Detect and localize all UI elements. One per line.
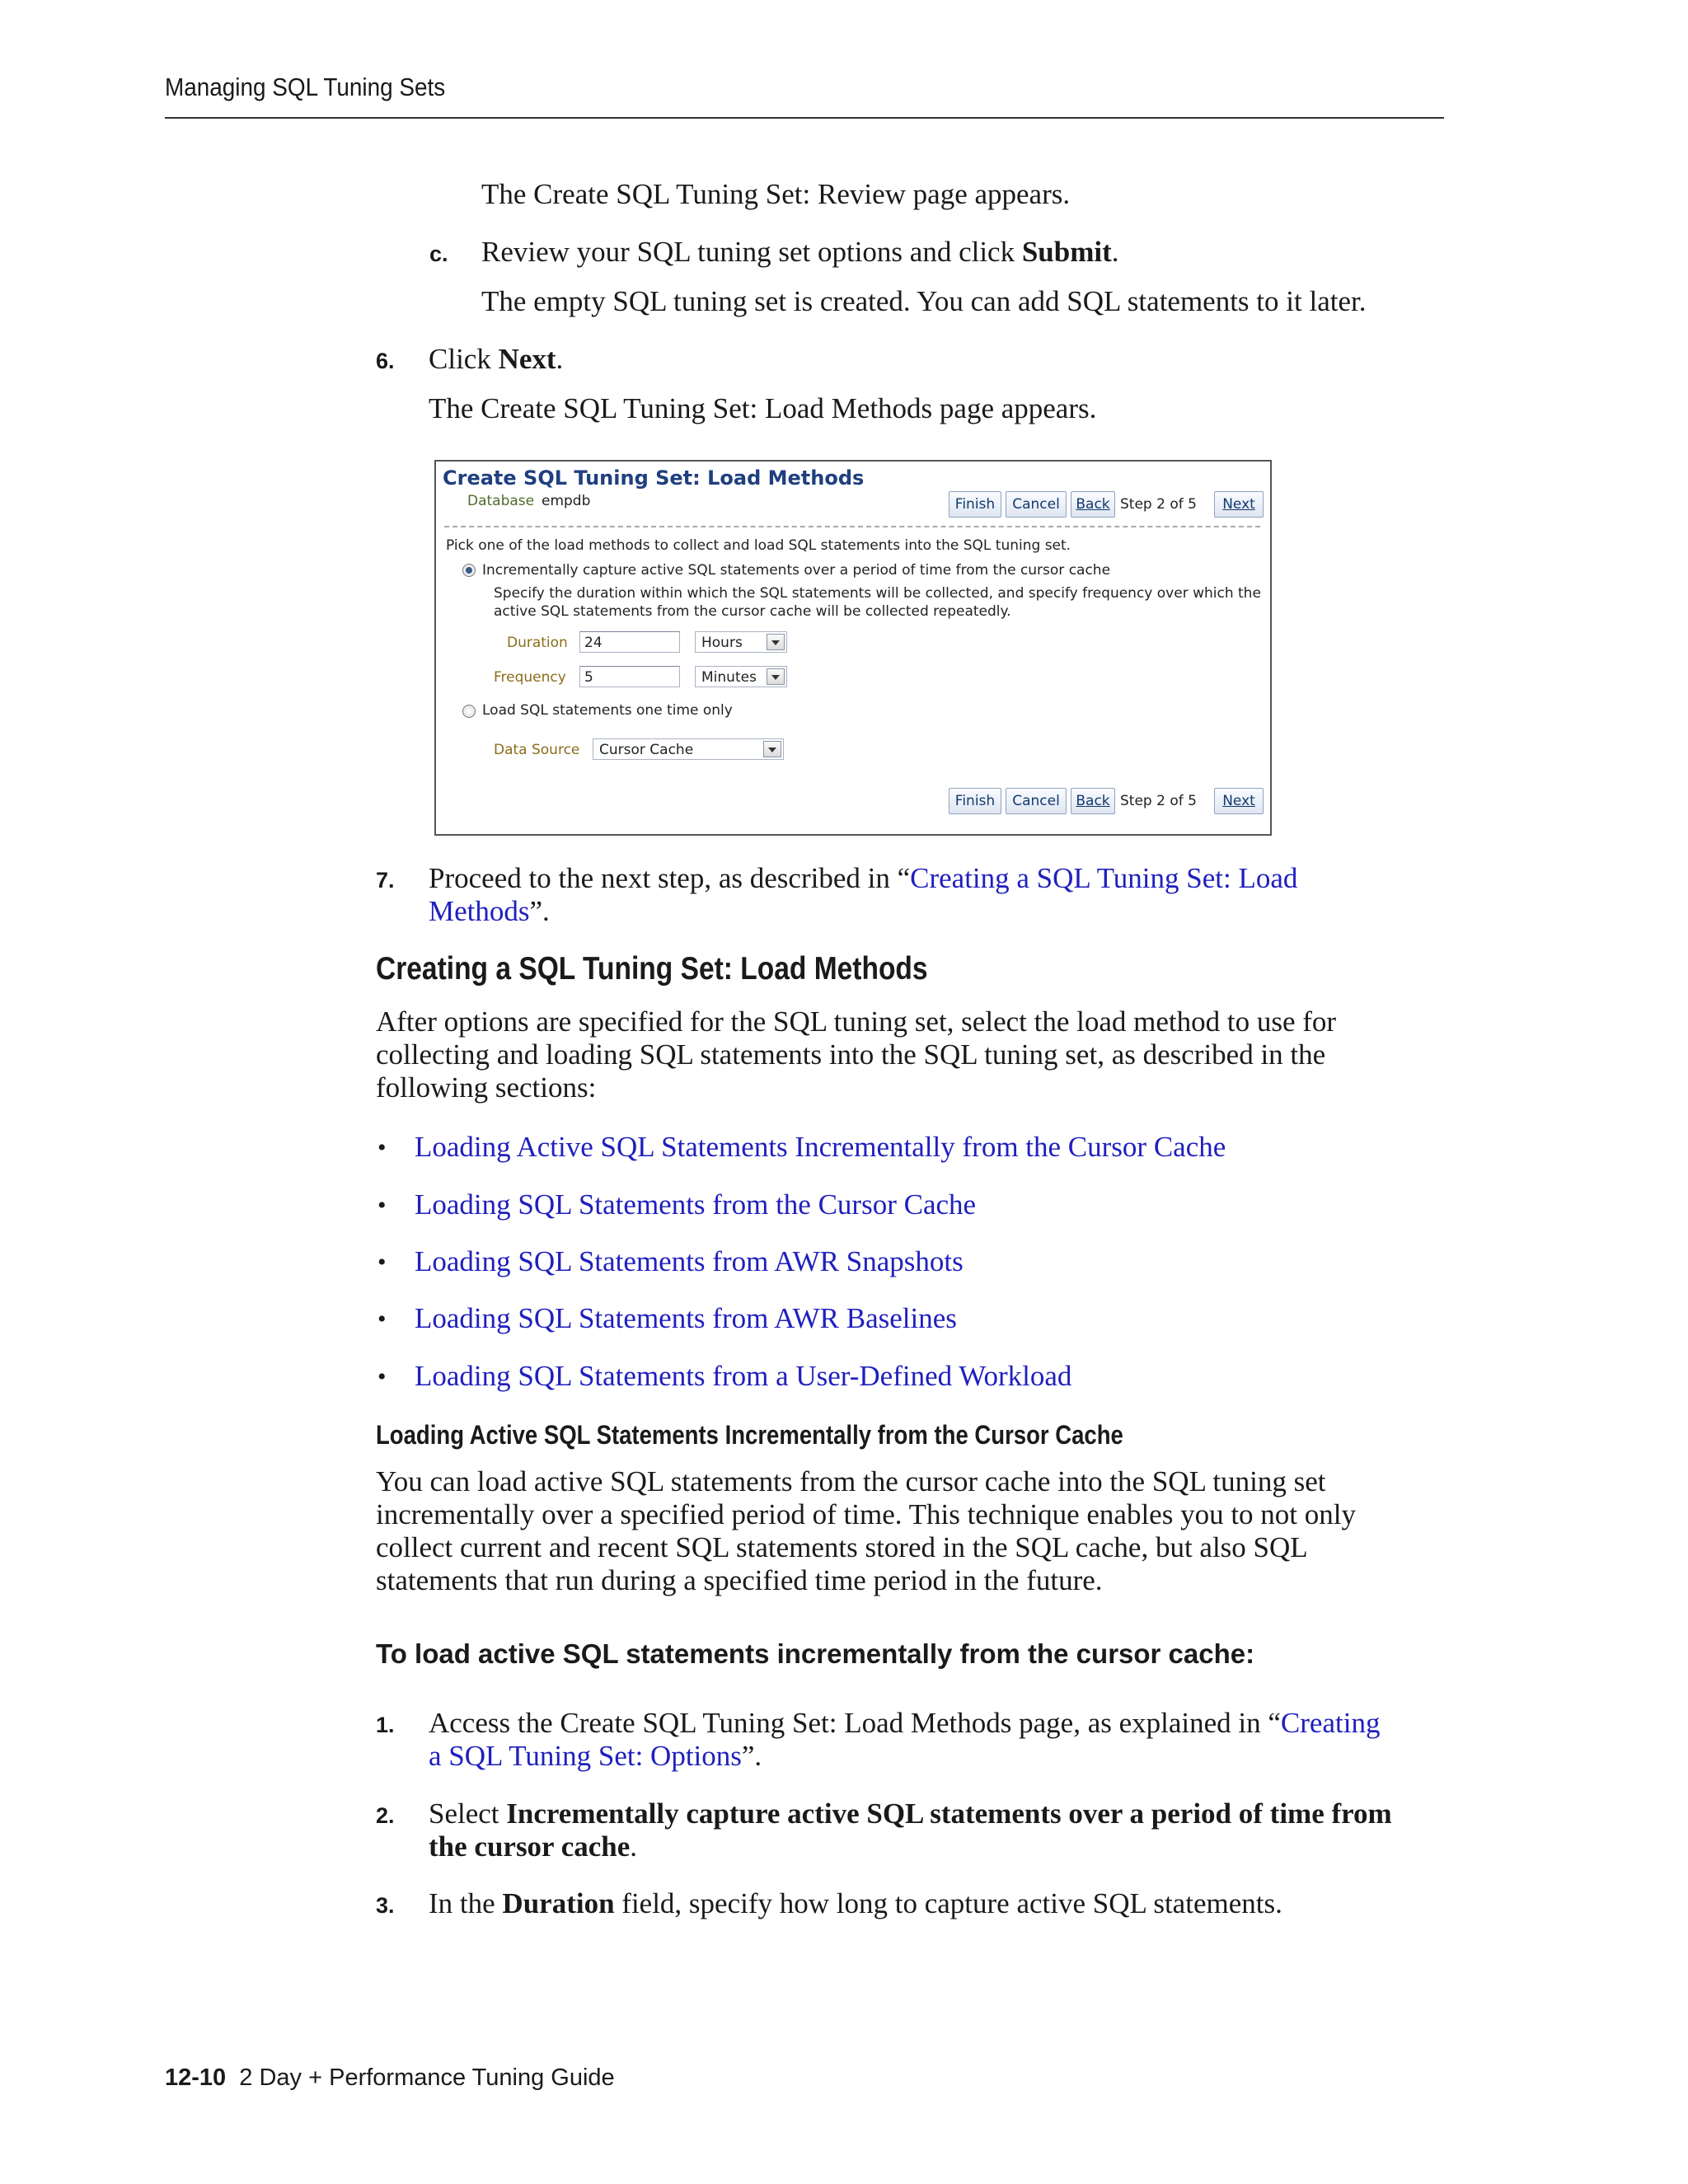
section-heading: Creating a SQL Tuning Set: Load Methods bbox=[376, 951, 928, 987]
link-incremental-cursor-cache[interactable]: Loading Active SQL Statements Incrementally from the Cursor Cache bbox=[415, 1131, 1226, 1163]
proc-step-2-line2 bbox=[429, 1830, 637, 1863]
running-header: Managing SQL Tuning Sets bbox=[165, 73, 446, 101]
duration-unit-value: Hours bbox=[701, 635, 743, 651]
radio-incremental[interactable] bbox=[462, 564, 476, 577]
step-7-pre: Proceed to the next step, as described in “ bbox=[429, 862, 911, 894]
proc-step-3-text bbox=[429, 1887, 1282, 1920]
bullet: • bbox=[377, 1249, 387, 1276]
options-link-b[interactable]: a SQL Tuning Set: Options bbox=[429, 1740, 742, 1772]
section-para-line1: After options are specified for the SQL tuning set, select the load method to use for bbox=[376, 1005, 1337, 1038]
proc-step-1-pre: Access the Create SQL Tuning Set: Load Methods page, as explained in “ bbox=[429, 1707, 1281, 1739]
submit-term: Submit bbox=[1021, 236, 1112, 268]
proc-step-3-pre: In the bbox=[429, 1887, 503, 1919]
bullet: • bbox=[377, 1363, 387, 1390]
proc-step-2-bold-a: Incrementally capture active SQL statements over a period of time from bbox=[506, 1797, 1392, 1830]
step-7-post: ”. bbox=[529, 895, 550, 927]
options-link-a[interactable]: Creating bbox=[1280, 1707, 1381, 1739]
frequency-unit-value: Minutes bbox=[701, 669, 757, 686]
step-6-post: . bbox=[556, 343, 564, 375]
step-7-num: 7. bbox=[376, 868, 395, 893]
option1-desc-line2: active SQL statements from the cursor cache will be collected repeatedly. bbox=[494, 603, 1011, 620]
frequency-unit-select[interactable] bbox=[695, 666, 787, 687]
duration-unit-select[interactable] bbox=[695, 631, 787, 653]
next-button-top[interactable]: Next bbox=[1214, 491, 1264, 518]
cancel-button-top[interactable]: Cancel bbox=[1006, 491, 1067, 518]
proc-step-2-line1 bbox=[429, 1797, 1392, 1830]
next-button-bottom[interactable]: Next bbox=[1214, 788, 1264, 814]
data-source-label: Data Source bbox=[494, 742, 580, 758]
load-methods-link-b[interactable]: Methods bbox=[429, 895, 530, 927]
subsection-para-line1: You can load active SQL statements from the cursor cache into the SQL tuning set bbox=[376, 1465, 1326, 1497]
subsection-para-line4: statements that run during a specified time period in the future. bbox=[376, 1564, 1103, 1596]
radio-incremental-label: Incrementally capture active SQL statements over a period of time from the cursor cache bbox=[482, 562, 1111, 579]
subsection-para-line2: incrementally over a specified period of time. This technique enables you to not only bbox=[376, 1498, 1357, 1530]
finish-button-bottom[interactable]: Finish bbox=[949, 788, 1001, 814]
load-method-prompt: Pick one of the load methods to collect and load SQL statements into the SQL tuning set. bbox=[446, 537, 1071, 554]
bullet: • bbox=[377, 1305, 387, 1333]
proc-step-2-num: 2. bbox=[376, 1803, 395, 1828]
frequency-input[interactable]: 5 bbox=[579, 666, 680, 687]
cancel-button-bottom[interactable]: Cancel bbox=[1006, 788, 1067, 814]
proc-step-1-post: ”. bbox=[741, 1740, 762, 1772]
chevron-down-icon bbox=[767, 634, 785, 650]
data-source-select[interactable] bbox=[593, 738, 784, 760]
step-6-text bbox=[429, 343, 563, 376]
back-button-top[interactable]: Back bbox=[1071, 491, 1115, 518]
screenshot-divider bbox=[444, 526, 1260, 527]
step-c-post: . bbox=[1111, 236, 1119, 268]
step-7-line1 bbox=[429, 862, 1297, 895]
duration-term: Duration bbox=[502, 1887, 615, 1919]
load-methods-link-a[interactable]: Creating a SQL Tuning Set: Load bbox=[910, 862, 1298, 894]
proc-step-3-post: field, specify how long to capture active SQL statements. bbox=[614, 1887, 1282, 1919]
guide-title: 2 Day + Performance Tuning Guide bbox=[239, 2064, 615, 2091]
page-number: 12-10 bbox=[165, 2064, 227, 2091]
subsection-heading: Loading Active SQL Statements Incrementally from the Cursor Cache bbox=[376, 1420, 1123, 1450]
back-button-bottom[interactable]: Back bbox=[1071, 788, 1115, 814]
finish-button-top[interactable]: Finish bbox=[949, 491, 1001, 518]
load-methods-screenshot bbox=[434, 460, 1272, 836]
link-awr-baselines[interactable]: Loading SQL Statements from AWR Baselines bbox=[415, 1302, 957, 1334]
proc-step-2-bold-b: the cursor cache bbox=[429, 1830, 631, 1863]
header-rule bbox=[165, 117, 1444, 119]
step-c-text bbox=[481, 236, 1119, 269]
database-value: empdb bbox=[542, 493, 591, 509]
step-indicator-top: Step 2 of 5 bbox=[1120, 496, 1197, 513]
bullet: • bbox=[377, 1134, 387, 1161]
review-page-text: The Create SQL Tuning Set: Review page appears. bbox=[481, 178, 1071, 210]
proc-step-2-post: . bbox=[630, 1830, 638, 1863]
subsection-para-line3: collect current and recent SQL statements stored in the SQL cache, but also SQL bbox=[376, 1531, 1308, 1563]
step-6-pre: Click bbox=[429, 343, 499, 375]
section-para-line2: collecting and loading SQL statements into the SQL tuning set, as described in the bbox=[376, 1038, 1326, 1071]
link-cursor-cache[interactable]: Loading SQL Statements from the Cursor Cache bbox=[415, 1188, 977, 1221]
radio-one-time[interactable] bbox=[462, 705, 476, 718]
duration-input[interactable]: 24 bbox=[579, 631, 680, 653]
step-c-label: c. bbox=[429, 241, 448, 266]
next-term: Next bbox=[498, 343, 556, 375]
link-awr-snapshots[interactable]: Loading SQL Statements from AWR Snapshots bbox=[415, 1245, 964, 1277]
radio-one-time-label: Load SQL statements one time only bbox=[482, 702, 733, 719]
proc-step-2-pre: Select bbox=[429, 1797, 507, 1830]
section-para-line3: following sections: bbox=[376, 1071, 597, 1104]
chevron-down-icon bbox=[763, 741, 781, 757]
option1-desc-line1: Specify the duration within which the SQL statements will be collected, and specify frequency over which the bbox=[494, 585, 1261, 602]
step-7-line2 bbox=[429, 895, 550, 928]
frequency-label: Frequency bbox=[494, 669, 566, 686]
step-indicator-bottom: Step 2 of 5 bbox=[1120, 793, 1197, 809]
step-c-pre: Review your SQL tuning set options and click bbox=[481, 236, 1022, 268]
chevron-down-icon bbox=[767, 668, 785, 685]
proc-step-1-line2 bbox=[429, 1740, 762, 1773]
bullet: • bbox=[377, 1192, 387, 1219]
data-source-value: Cursor Cache bbox=[599, 742, 694, 758]
proc-step-1-line1 bbox=[429, 1707, 1380, 1740]
step-6-num: 6. bbox=[376, 349, 395, 373]
procedure-heading: To load active SQL statements incrementally from the cursor cache: bbox=[376, 1638, 1255, 1669]
page-footer bbox=[165, 2064, 615, 2092]
step-c-result: The empty SQL tuning set is created. You can add SQL statements to it later. bbox=[481, 285, 1367, 317]
screenshot-title: Create SQL Tuning Set: Load Methods bbox=[443, 466, 865, 490]
database-label: Database bbox=[467, 493, 535, 509]
step-6-result: The Create SQL Tuning Set: Load Methods page appears. bbox=[429, 392, 1097, 424]
proc-step-3-num: 3. bbox=[376, 1893, 395, 1918]
duration-label: Duration bbox=[507, 635, 568, 651]
proc-step-1-num: 1. bbox=[376, 1713, 395, 1737]
link-user-defined-workload[interactable]: Loading SQL Statements from a User-Defined Workload bbox=[415, 1360, 1072, 1392]
